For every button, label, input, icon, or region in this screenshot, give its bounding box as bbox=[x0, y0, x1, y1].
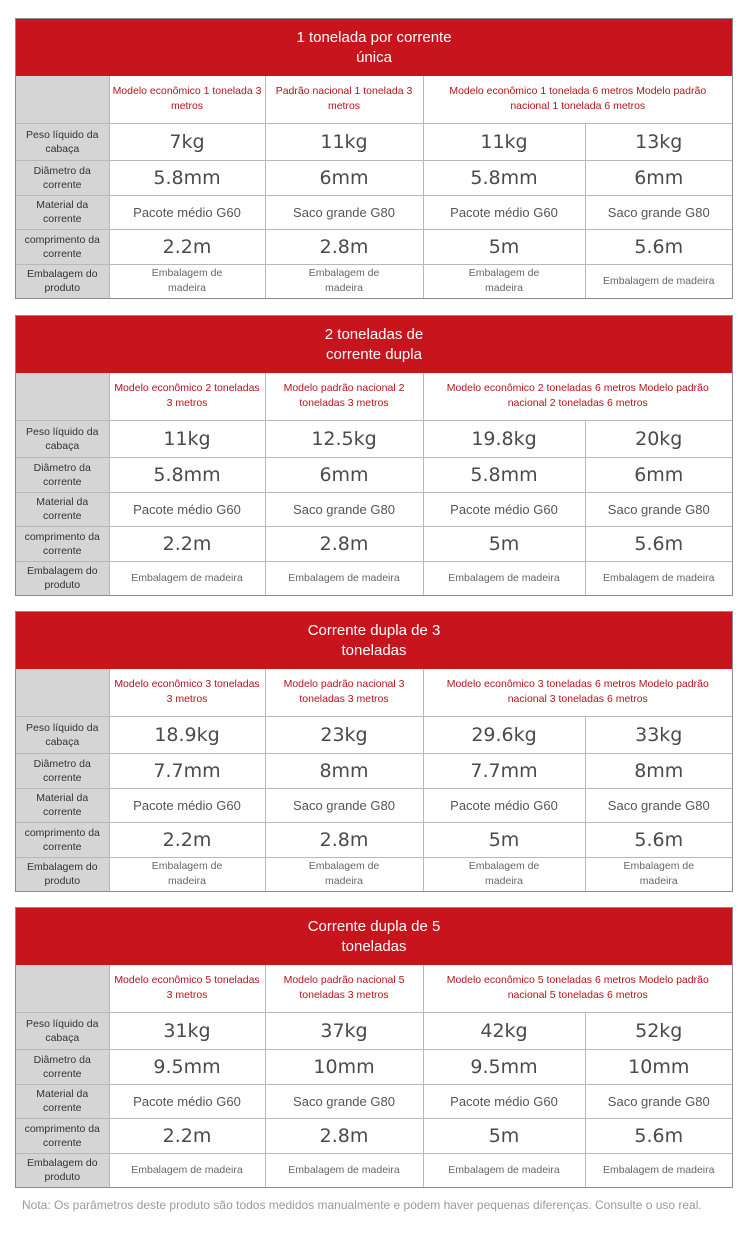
weight-value: 33kg bbox=[585, 716, 732, 753]
row-label-weight: Peso líquido da cabaça bbox=[16, 1012, 109, 1049]
row-label-diameter: Diâmetro da corrente bbox=[16, 457, 109, 492]
material-value: Pacote médio G60 bbox=[423, 195, 585, 229]
row-label-weight: Peso líquido da cabaça bbox=[16, 716, 109, 753]
length-value: 5m bbox=[423, 822, 585, 857]
material-value: Saco grande G80 bbox=[585, 788, 732, 822]
model-header: Modelo econômico 5 toneladas 3 metros bbox=[109, 965, 265, 1012]
table-title: 1 tonelada por corrente única bbox=[16, 19, 732, 76]
weight-value: 11kg bbox=[109, 420, 265, 457]
row-label-length: comprimento da corrente bbox=[16, 229, 109, 264]
weight-value: 13kg bbox=[585, 123, 732, 160]
row-label-packaging: Embalagem do produto bbox=[16, 561, 109, 595]
weight-value: 20kg bbox=[585, 420, 732, 457]
length-value: 2.2m bbox=[109, 229, 265, 264]
row-label-diameter: Diâmetro da corrente bbox=[16, 160, 109, 195]
diameter-value: 7.7mm bbox=[109, 753, 265, 788]
diameter-value: 7.7mm bbox=[423, 753, 585, 788]
model-header: Padrão nacional 1 tonelada 3 metros bbox=[265, 76, 423, 123]
diameter-value: 8mm bbox=[585, 753, 732, 788]
weight-value: 31kg bbox=[109, 1012, 265, 1049]
row-label-diameter: Diâmetro da corrente bbox=[16, 1049, 109, 1084]
table-title: Corrente dupla de 3 toneladas bbox=[16, 612, 732, 669]
spec-table-3 bbox=[15, 611, 733, 892]
length-value: 2.2m bbox=[109, 822, 265, 857]
packaging-value: Embalagem de madeira bbox=[423, 264, 585, 298]
material-value: Saco grande G80 bbox=[265, 788, 423, 822]
diameter-value: 5.8mm bbox=[423, 457, 585, 492]
material-value: Pacote médio G60 bbox=[109, 788, 265, 822]
weight-value: 7kg bbox=[109, 123, 265, 160]
row-label-packaging: Embalagem do produto bbox=[16, 1153, 109, 1187]
header-corner bbox=[16, 669, 109, 716]
header-corner bbox=[16, 965, 109, 1012]
length-value: 5m bbox=[423, 1118, 585, 1153]
row-label-material: Material da corrente bbox=[16, 492, 109, 526]
table-title: 2 toneladas de corrente dupla bbox=[16, 316, 732, 373]
weight-value: 11kg bbox=[423, 123, 585, 160]
diameter-value: 10mm bbox=[585, 1049, 732, 1084]
diameter-value: 5.8mm bbox=[109, 457, 265, 492]
row-label-weight: Peso líquido da cabaça bbox=[16, 123, 109, 160]
diameter-value: 6mm bbox=[585, 160, 732, 195]
packaging-value: Embalagem de madeira bbox=[585, 264, 732, 298]
row-label-material: Material da corrente bbox=[16, 195, 109, 229]
packaging-value: Embalagem de madeira bbox=[423, 1153, 585, 1187]
weight-value: 42kg bbox=[423, 1012, 585, 1049]
length-value: 2.8m bbox=[265, 822, 423, 857]
packaging-value: Embalagem de madeira bbox=[109, 561, 265, 595]
model-header: Modelo econômico 3 toneladas 6 metros Modelo padrão nacional 3 toneladas 6 metros bbox=[423, 669, 732, 716]
length-value: 2.2m bbox=[109, 1118, 265, 1153]
material-value: Pacote médio G60 bbox=[109, 195, 265, 229]
row-label-material: Material da corrente bbox=[16, 1084, 109, 1118]
packaging-value: Embalagem de madeira bbox=[265, 857, 423, 891]
diameter-value: 9.5mm bbox=[423, 1049, 585, 1084]
packaging-value: Embalagem de madeira bbox=[423, 857, 585, 891]
row-label-length: comprimento da corrente bbox=[16, 822, 109, 857]
model-header: Modelo econômico 5 toneladas 6 metros Modelo padrão nacional 5 toneladas 6 metros bbox=[423, 965, 732, 1012]
model-header: Modelo padrão nacional 5 toneladas 3 metros bbox=[265, 965, 423, 1012]
material-value: Pacote médio G60 bbox=[423, 1084, 585, 1118]
material-value: Pacote médio G60 bbox=[109, 492, 265, 526]
header-corner bbox=[16, 76, 109, 123]
row-label-material: Material da corrente bbox=[16, 788, 109, 822]
length-value: 5m bbox=[423, 526, 585, 561]
packaging-value: Embalagem de madeira bbox=[585, 857, 732, 891]
length-value: 5.6m bbox=[585, 229, 732, 264]
row-label-weight: Peso líquido da cabaça bbox=[16, 420, 109, 457]
material-value: Pacote médio G60 bbox=[423, 492, 585, 526]
weight-value: 52kg bbox=[585, 1012, 732, 1049]
weight-value: 19.8kg bbox=[423, 420, 585, 457]
material-value: Pacote médio G60 bbox=[109, 1084, 265, 1118]
spec-grid bbox=[16, 373, 732, 595]
diameter-value: 6mm bbox=[265, 457, 423, 492]
packaging-value: Embalagem de madeira bbox=[109, 264, 265, 298]
spec-grid bbox=[16, 965, 732, 1187]
model-header: Modelo econômico 3 toneladas 3 metros bbox=[109, 669, 265, 716]
model-header: Modelo econômico 2 toneladas 6 metros Modelo padrão nacional 2 toneladas 6 metros bbox=[423, 373, 732, 420]
row-label-length: comprimento da corrente bbox=[16, 1118, 109, 1153]
spec-grid bbox=[16, 76, 732, 298]
length-value: 2.8m bbox=[265, 526, 423, 561]
length-value: 2.8m bbox=[265, 229, 423, 264]
spec-table-2 bbox=[15, 315, 733, 596]
row-label-length: comprimento da corrente bbox=[16, 526, 109, 561]
packaging-value: Embalagem de madeira bbox=[265, 1153, 423, 1187]
header-corner bbox=[16, 373, 109, 420]
length-value: 5m bbox=[423, 229, 585, 264]
diameter-value: 5.8mm bbox=[423, 160, 585, 195]
material-value: Saco grande G80 bbox=[585, 492, 732, 526]
spec-table-1 bbox=[15, 18, 733, 299]
packaging-value: Embalagem de madeira bbox=[109, 1153, 265, 1187]
model-header: Modelo padrão nacional 2 toneladas 3 metros bbox=[265, 373, 423, 420]
material-value: Saco grande G80 bbox=[265, 492, 423, 526]
packaging-value: Embalagem de madeira bbox=[423, 561, 585, 595]
material-value: Pacote médio G60 bbox=[423, 788, 585, 822]
model-header: Modelo econômico 1 tonelada 3 metros bbox=[109, 76, 265, 123]
material-value: Saco grande G80 bbox=[585, 195, 732, 229]
table-title: Corrente dupla de 5 toneladas bbox=[16, 908, 732, 965]
weight-value: 18.9kg bbox=[109, 716, 265, 753]
model-header: Modelo econômico 2 toneladas 3 metros bbox=[109, 373, 265, 420]
spec-table-4 bbox=[15, 907, 733, 1188]
material-value: Saco grande G80 bbox=[265, 195, 423, 229]
packaging-value: Embalagem de madeira bbox=[265, 264, 423, 298]
row-label-diameter: Diâmetro da corrente bbox=[16, 753, 109, 788]
diameter-value: 8mm bbox=[265, 753, 423, 788]
packaging-value: Embalagem de madeira bbox=[109, 857, 265, 891]
length-value: 2.8m bbox=[265, 1118, 423, 1153]
weight-value: 23kg bbox=[265, 716, 423, 753]
diameter-value: 6mm bbox=[265, 160, 423, 195]
weight-value: 29.6kg bbox=[423, 716, 585, 753]
footnote: Nota: Os parâmetros deste produto são todos medidos manualmente e podem haver pequenas diferenças. Consulte o uso real. bbox=[22, 1198, 702, 1212]
length-value: 5.6m bbox=[585, 526, 732, 561]
length-value: 2.2m bbox=[109, 526, 265, 561]
material-value: Saco grande G80 bbox=[265, 1084, 423, 1118]
packaging-value: Embalagem de madeira bbox=[585, 1153, 732, 1187]
material-value: Saco grande G80 bbox=[585, 1084, 732, 1118]
weight-value: 37kg bbox=[265, 1012, 423, 1049]
length-value: 5.6m bbox=[585, 1118, 732, 1153]
row-label-packaging: Embalagem do produto bbox=[16, 264, 109, 298]
diameter-value: 5.8mm bbox=[109, 160, 265, 195]
spec-grid bbox=[16, 669, 732, 891]
model-header: Modelo econômico 1 tonelada 6 metros Modelo padrão nacional 1 tonelada 6 metros bbox=[423, 76, 732, 123]
weight-value: 11kg bbox=[265, 123, 423, 160]
diameter-value: 9.5mm bbox=[109, 1049, 265, 1084]
length-value: 5.6m bbox=[585, 822, 732, 857]
model-header: Modelo padrão nacional 3 toneladas 3 metros bbox=[265, 669, 423, 716]
packaging-value: Embalagem de madeira bbox=[585, 561, 732, 595]
row-label-packaging: Embalagem do produto bbox=[16, 857, 109, 891]
packaging-value: Embalagem de madeira bbox=[265, 561, 423, 595]
diameter-value: 10mm bbox=[265, 1049, 423, 1084]
weight-value: 12.5kg bbox=[265, 420, 423, 457]
diameter-value: 6mm bbox=[585, 457, 732, 492]
